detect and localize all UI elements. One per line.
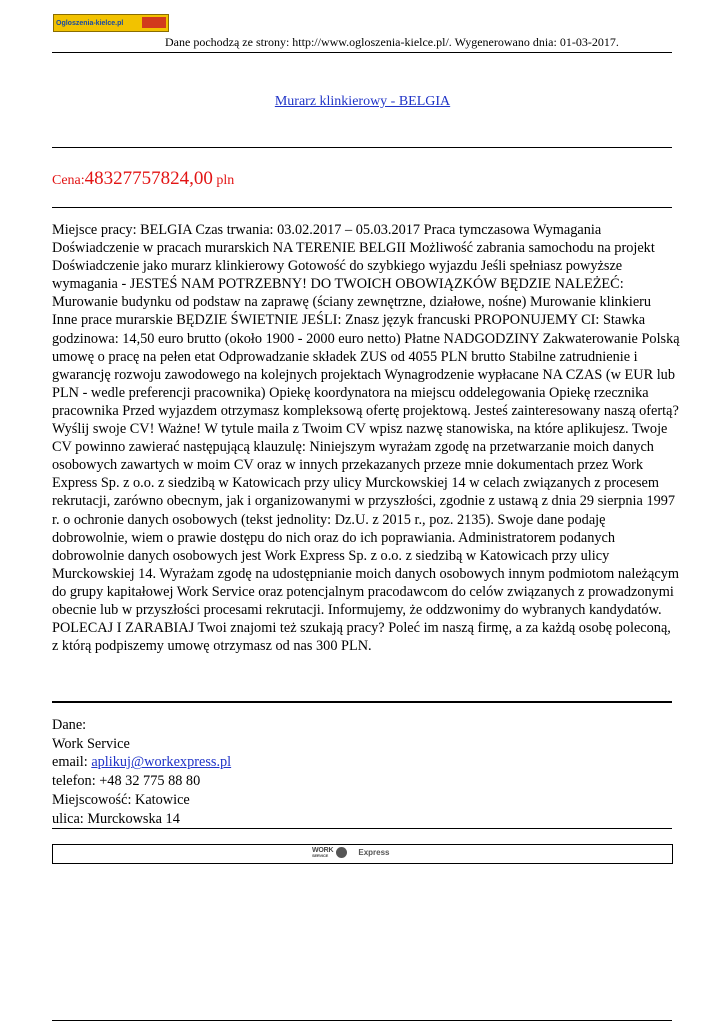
contact-city: Miejscowość: Katowice (52, 791, 190, 808)
work-service-logo (312, 847, 390, 858)
title-divider (52, 147, 672, 148)
logo-word-top: WORK (312, 847, 334, 854)
contact-company: Work Service (52, 735, 130, 752)
logo-wordmark (312, 847, 333, 858)
price-currency: pln (216, 173, 235, 188)
contact-street: ulica: Murckowska 14 (52, 810, 180, 827)
contact-block (52, 716, 231, 828)
contact-email-row (52, 753, 231, 772)
site-logo (53, 14, 169, 32)
description-divider (52, 701, 672, 703)
contact-divider (52, 828, 672, 829)
price (52, 168, 234, 190)
price-label: Cena: (52, 173, 85, 188)
contact-phone: telefon: +48 32 775 88 80 (52, 773, 201, 790)
logo-circle-icon (336, 847, 347, 858)
listing-title-link[interactable]: Murarz klinkierowy - BELGIA (274, 94, 451, 109)
price-divider (52, 207, 672, 208)
logo-word-right: Express (358, 848, 390, 857)
contact-email-link[interactable]: aplikuj@workexpress.pl (91, 754, 232, 771)
listing-title (0, 94, 725, 110)
site-logo-badge (142, 17, 166, 28)
contact-email-label: email: (52, 754, 92, 771)
contact-heading: Dane: (52, 717, 87, 733)
price-value: 48327757824,00 (84, 168, 213, 189)
source-line: Dane pochodzą ze strony: http://www.ogloszenia-kielce.pl/. Wygenerowano dnia: 01-03-2017. (165, 35, 619, 49)
site-logo-text: Ogloszenia-kielce.pl (56, 19, 124, 27)
logo-word-bottom: SERVICE (312, 853, 329, 858)
listing-description: Miejsce pracy: BELGIA Czas trwania: 03.02.2017 – 05.03.2017 Praca tymczasowa Wymagania Doświadczenie w pracach murarskich NA TERENIE BELGII Możliwość zabrania samochodu na projekt Doświadczenie jako murarz klinkierowy Gotowość do szybkiego wyjazdu Jeśli spełniasz powyższe wymagania - JESTEŚ NAM POTRZEBNY! DO TWOICH OBOWIĄZKÓW BĘDZIE NALEŻEĆ: Murowanie budynku od podstaw na zaprawę (ściany zewnętrzne, działowe, nośne) Murowanie klinkieru Inne prace murarskie BĘDZIE ŚWIETNIE JEŚLI: Znasz język francuski PROPONUJEMY CI: Stawka godzinowa: 14,50 euro brutto (około 1900 - 2000 euro netto) Płatne NADGODZINY Zakwaterowanie Polską umowę o pracę na pełen etat Odprowadzanie składek ZUS od 4055 PLN brutto Stabilne zatrudnienie i gwarancję rozwoju zawodowego na kolejnych projektach Wynagrodzenie wypłacane NA CZAS (w EUR lub PLN - wedle preferencji pracownika) Opiekę koordynatora na miejscu oddelegowania Opiekę rzecznika pracownika Przed wyjazdem otrzymasz kompleksową ofertę projektową. Jesteś zainteresowany naszą ofertą? Wyślij swoje CV! Ważne! W tytule maila z Twoim CV wpisz nazwę stanowiska, na które aplikujesz. Twoje CV powinno zawierać następującą klauzulę: Niniejszym wyrażam zgodę na przetwarzanie moich danych osobowych zawartych w moim CV oraz w innych przekazanych przeze mnie dokumentach przez Work Express Sp. z o.o. z siedzibą w Katowicach przy ulicy Murckowskiej 14 w celach związanych z procesem rekrutacji, zarówno obecnym, jak i organizowanymi w przyszłości, zgodnie z ustawą z dnia 29 sierpnia 1997 r. o ochronie danych osobowych (tekst jednolity: Dz.U. z 2015 r., poz. 2135). Swoje dane podaję dobrowolnie, wiem o prawie dostępu do nich oraz do ich poprawiania. Administratorem podanych dobrowolnie danych osobowych jest Work Express Sp. z o.o. z siedzibą w Katowicach przy ulicy Murckowskiej 14. Wyrażam zgodę na udostępnianie moich danych osobowych innym podmiotom należącym do grupy kapitałowej Work Service oraz potencjalnym pracodawcom do celów związanych z prowadzonymi obecnie lub w przyszłości procesami rekrutacji. Informujemy, że oddzwonimy do wybranych kandydatów. POLECAJ I ZARABIAJ Twoi znajomi też szukają pracy? Poleć im naszą firmę, a za każdą osobę poleconą, z którą podpiszemy umowę otrzymasz od nas 300 PLN. (52, 222, 680, 655)
header-divider (52, 52, 672, 53)
page-bottom-rule (52, 1020, 672, 1021)
